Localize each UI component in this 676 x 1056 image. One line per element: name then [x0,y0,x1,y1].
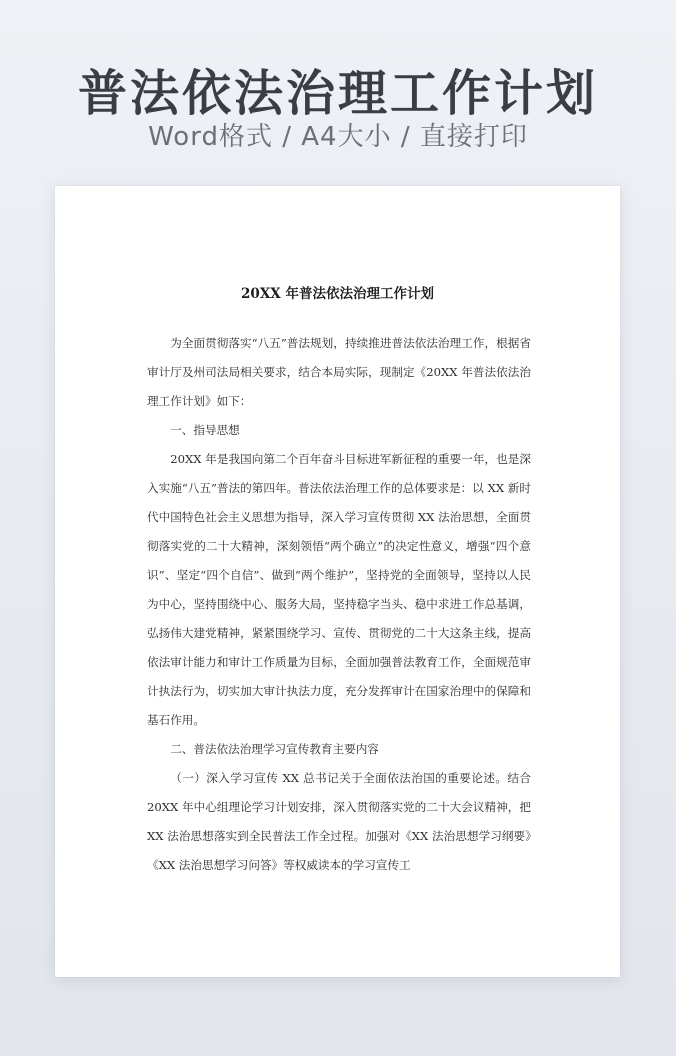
paragraph-intro: 为全面贯彻落实“八五”普法规划，持续推进普法依法治理工作，根据省审计厅及州司法局相关要求，结合本局实际，现制定《20XX 年普法依法治理工作计划》如下： [147,336,531,408]
document-title: 20XX 年普法依法治理工作计划 [241,286,434,302]
paragraph-main-content-1: （一）深入学习宣传 XX 总书记关于全面依法治国的重要论述。结合 20XX 年中心组理论学习计划安排，深入贯彻落实党的二十大会议精神，把 XX 法治思想落实到全民普法工作全过程。加强对《XX 法治思想学习纲要》《XX 法治思想学习问答》等权威读本的学习宣传工 [147,771,531,872]
document-body [147,329,531,880]
paragraph-guiding-ideology: 20XX 年是我国向第二个百年奋斗目标进军新征程的重要一年，也是深入实施“八五”普法的第四年。普法依法治理工作的总体要求是：以 XX 新时代中国特色社会主义思想为指导，深入学习宣传贯彻 XX 法治思想，全面贯彻落实党的二十大精神，深刻领悟“两个确立”的决定性意义，增强“四个意识”、坚定“四个自信”、做到“两个维护”，坚持党的全面领导，坚持以人民为中心，坚持围绕中心、服务大局，坚持稳字当头、稳中求进工作总基调，弘扬伟大建党精神，紧紧围绕学习、宣传、贯彻党的二十大这条主线，提高依法审计能力和审计工作质量为目标，全面加强普法教育工作，全面规范审计执法行为，切实加大审计执法力度，充分发挥审计在国家治理中的保障和基石作用。 [147,452,531,727]
banner-subtitle: Word格式 / A4大小 / 直接打印 [148,122,528,152]
document-page [55,186,620,977]
banner-title: 普法依法治理工作计划 [77,65,598,122]
section-heading-main-content: 二、普法依法治理学习宣传教育主要内容 [170,742,379,756]
section-heading-guiding-ideology: 一、指导思想 [170,423,240,437]
